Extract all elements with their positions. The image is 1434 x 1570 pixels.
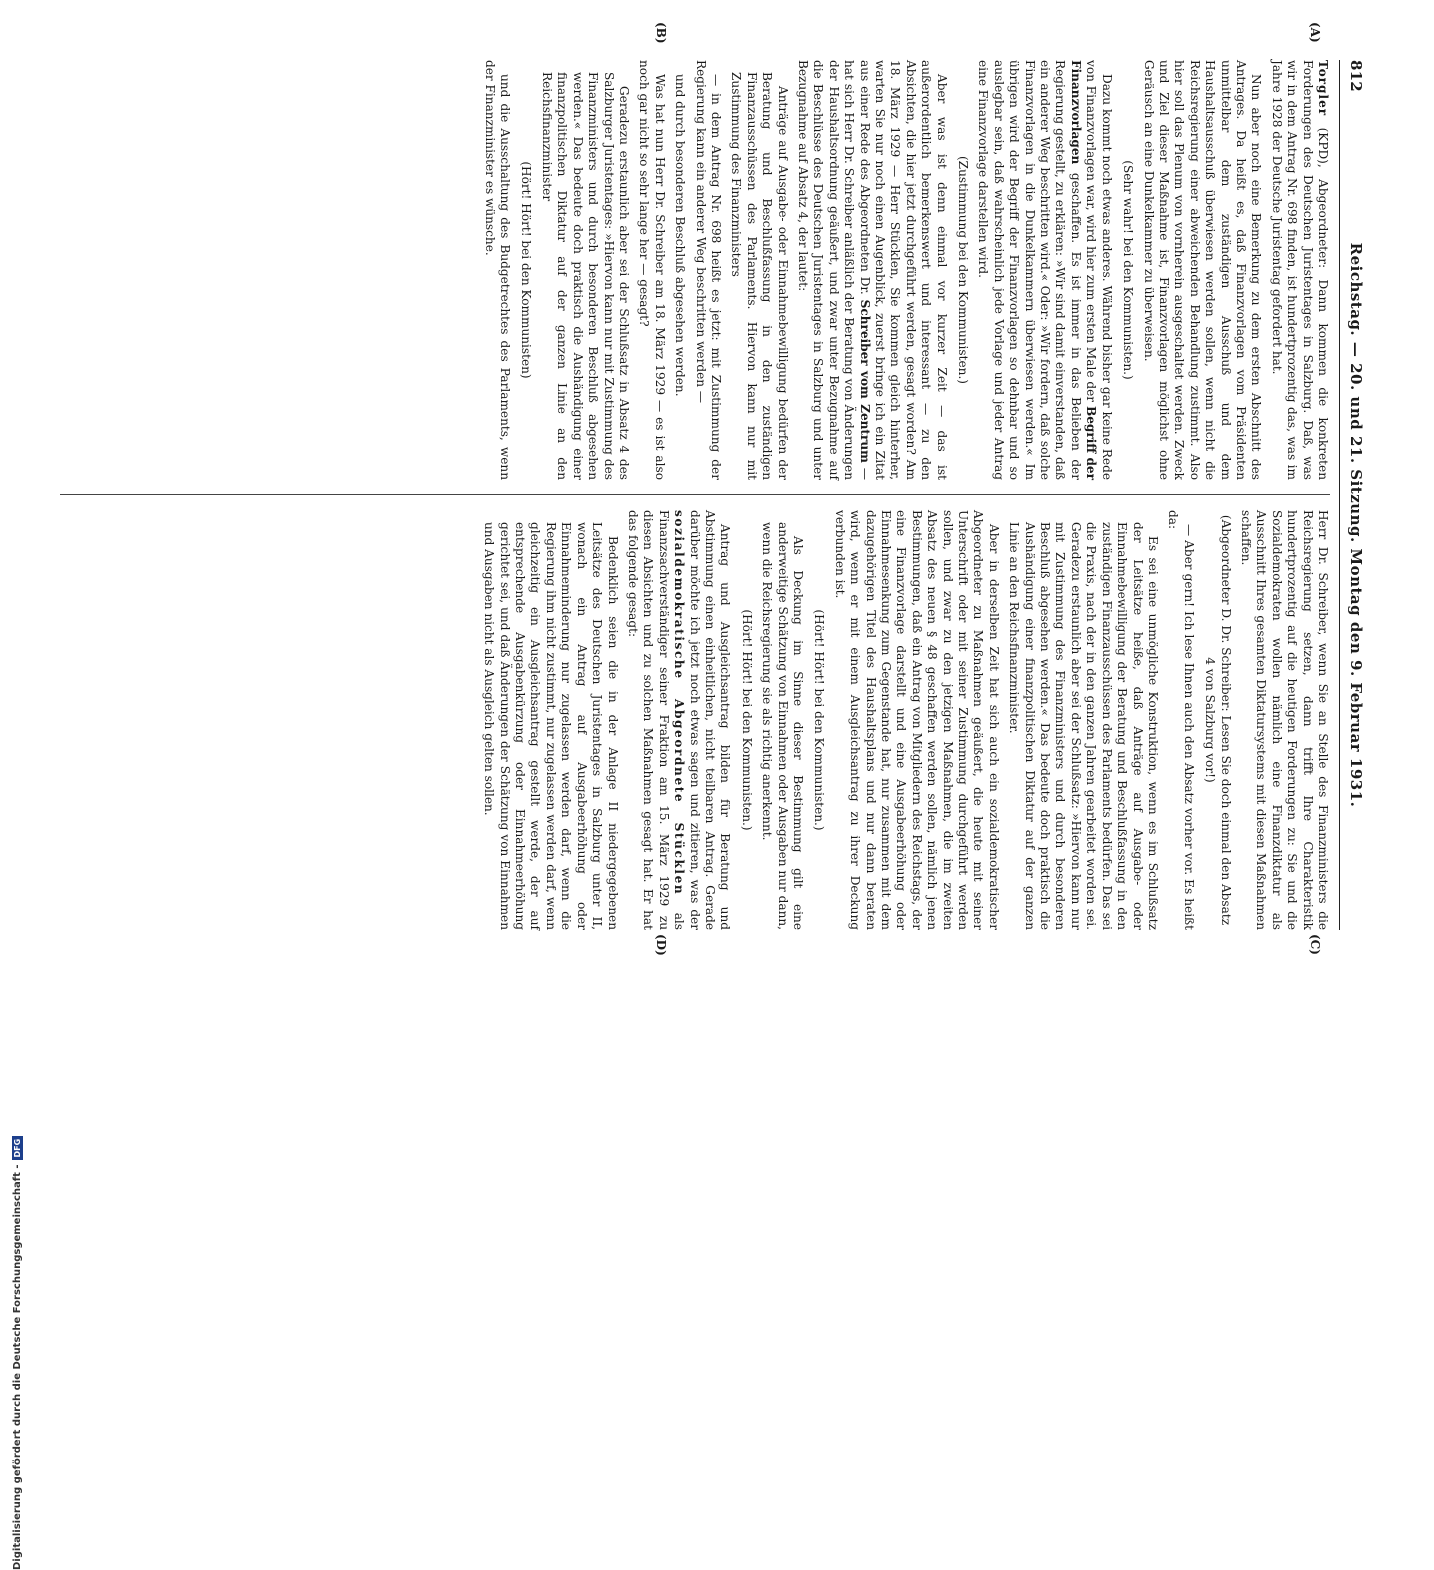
- running-title: Reichstag. — 20. und 21. Sitzung. Montag den 9. Februar 1931.: [1347, 242, 1365, 808]
- paragraph-text: als Finanzsachverständiger seiner Fraktion am 15. März 1929 zu diesen Absichten und zu solchen Maßnahmen gesagt hat. Er hat das folgende gesagt:: [625, 510, 687, 930]
- interjection: (Hört! Hört! bei den Kommunisten): [519, 161, 534, 379]
- paragraph-text: — hat sich Herr Dr. Schreiber anläßlich der Beratung von Änderungen der Haushaltsordnung geäußert, und zwar unter Bezugnahme auf die Beschlüsse des Deutschen Juristentages in Salzburg und unter Bezugnahme auf Absatz 4, der lautet:: [796, 60, 872, 480]
- margin-mark-a: (A): [1308, 22, 1322, 43]
- left-column: [476, 60, 1330, 480]
- paragraph-text: (KPD), Abgeordneter: Dann kommen die konkreten Forderungen des Deutschen Juristentages in Salzburg. Daß, was wir in dem Antrag Nr. 698 finden, ist hundertprozentig das, was im Jahre 1928 der Deutsche Juristentag gefordert hat.: [1269, 60, 1330, 480]
- paragraph-text: geschaffen. Es ist immer in das Belieben der Regierung gestellt, zu erklären: »Wir sind damit einverstanden, daß ein anderer Weg beschritten wird.« Oder: »Wir fordern, daß solche Finanzvorlagen in die Dunkelkammern überwiesen werden.« Im übrigen wird der Begriff der Finanzvorlagen so dehnbar und so auslegbar sein, daß wahrscheinlich jede Vorlage und jeder Antrag eine Finanzvorlage darstellen wird.: [976, 60, 1083, 480]
- emphasis: sozialdemokratische Abgeordnete Stücklen: [672, 510, 687, 896]
- quotation: Geradezu erstaunlich aber sei der Schlußsatz in Absatz 4 des Salzburger Juristentages: »Hiervon kann nur mit Zustimmung des Finanzministers und durch besonderen Beschluß abgesehen werden.« Das bedeute doch praktisch die Aushändigung einer finanzpolitischen Diktatur auf der ganzen Linie an den Reichsfinanzminister: [539, 72, 631, 480]
- speaker-name: Torgler: [1316, 60, 1330, 117]
- interjection: (Sehr wahr! bei den Kommunisten.): [1121, 160, 1136, 380]
- paragraph: [795, 60, 949, 480]
- paragraph: [975, 60, 1114, 480]
- paragraph: [1268, 60, 1330, 480]
- emphasis: Schreiber vom Zentrum: [857, 299, 872, 463]
- dfg-logo: DFG: [12, 1136, 23, 1161]
- right-column: [476, 510, 1330, 930]
- document-sheet: [34, 22, 1374, 956]
- paragraph: und die Ausschaltung des Budgetrechtes des Parlaments, wenn der Finanzminister es wünsche.: [482, 60, 513, 480]
- paragraph-text: Dazu kommt noch etwas anderes. Während bisher gar keine Rede von Finanzvorlagen war, wird hier zum ersten Male der: [1084, 60, 1114, 480]
- margin-mark-c: (C): [1308, 934, 1322, 955]
- paragraph: — Aber gern! Ich lese Ihnen auch den Absatz vorher vor. Es heißt da:: [1166, 510, 1196, 930]
- paragraph: Herr Dr. Schreiber, wenn Sie an Stelle des Finanzministers die Reichsregierung setzen, dann trifft Ihre Charakteristik hundertprozentig auf die heutigen Forderungen zu: Sie und die Sozialdemokraten wollen nämlich eine Finanzdiktatur als Ausschnitt Ihres gesamten Diktatursystems mit diesen Maßnahmen schaffen.: [1238, 510, 1330, 930]
- funding-text: Digitalisierung gefördert durch die Deutsche Forschungsgemeinschaft -: [12, 1164, 23, 1570]
- emphasis: Begriff der Finanzvorlagen: [1068, 60, 1099, 481]
- page-header: [1344, 60, 1368, 930]
- paragraph: [625, 510, 733, 930]
- paragraph: Nun aber noch eine Bemerkung zu dem ersten Abschnitt des Antrages. Da heißt es, daß Finanzvorlagen vom Präsidenten unmittelbar dem zuständigen Ausschuß und dem Haushaltsausschuß überwiesen werden sollen, wenn nicht die Reichsregierung einer abweichenden Behandlung zustimmt. Also hier soll das Plenum von vornherein ausgeschaltet werden. Zweck und Ziel dieser Maßnahme ist, Finanzvorlagen möglichst ohne Geräusch an eine Dunkelkammer zu überweisen.: [1141, 60, 1264, 480]
- quotation: Bedenklich seien die in der Anlage II niedergegebenen Leitsätze des Deutschen Juristentages in Salzburg unter II, wonach ein Antrag auf Ausgabeerhöhung oder Einnahmeminderung nur zugelassen werden darf, wenn die Regierung ihm nicht zustimmt, nur zugelassen werden darf, wenn gleichzeitig ein Ausgleichsantrag gestellt werde, der auf entsprechende Ausgabenkürzung oder Einnahmeerhöhung gerichtet sei, und daß Änderungen der Schätzung von Einnahmen und Ausgaben nicht als Ausgleich gelten sollen.: [482, 522, 620, 930]
- quotation: Anträge auf Ausgabe- oder Einnahmebewilligung bedürfen der Beratung und Beschlußfassung in den zuständigen Finanzausschüssen des Parlaments. Hiervon kann nur mit Zustimmung des Finanzministers: [729, 72, 790, 480]
- margin-mark-d: (D): [654, 934, 668, 956]
- paragraph-text: Aber was ist denn einmal vor kurzer Zeit — das ist außerordentlich bemerkenswert und interessant — zu den Absichten, die hier jetzt durchgeführt werden, gesagt worden? Am 18. März 1929 — Herr Stücklen, Sie kommen gleich hinterher, warten Sie nur noch einen Augenblick, zuerst bringe ich ein Zitat aus einer Rede des Abgeordneten Dr.: [857, 60, 949, 480]
- funding-notice: [12, 1136, 23, 1570]
- header-rule: [1339, 60, 1340, 930]
- interjection: (Hört! Hört! bei den Kommunisten.): [812, 609, 827, 831]
- margin-mark-b: (B): [654, 22, 668, 44]
- paragraph-text: Antrag und Ausgleichsantrag bilden für Beratung und Abstimmung einen einheitlichen, nicht teilbaren Antrag. Gerade darüber möchte ich jetzt noch etwas sagen und zitieren, was der: [687, 510, 733, 930]
- paragraph: und durch besonderen Beschluß abgesehen werden.: [673, 74, 688, 397]
- interjection: (Abgeordneter D. Dr. Schreiber: Lesen Sie doch einmal den Absatz 4 von Salzburg vor!): [1203, 514, 1233, 926]
- interjection: (Hört! Hört! bei den Kommunisten.): [739, 609, 754, 831]
- quotation: Es sei eine unmögliche Konstruktion, wenn es im Schlußsatz der Leitsätze heiße, daß Anträge auf Ausgabe- oder Einnahmebewilligung der Beratung und Beschlußfassung in den zuständigen Finanzausschüssen des Parlaments bedürfen. Das sei die Praxis, nach der in den ganzen Jahren gearbeitet worden sei. Geradezu erstaunlich aber sei der Schlußsatz: »Hiervon kann nur mit Zustimmung des Finanzministers und durch besonderen Beschluß abgesehen werden.« Das bedeute doch praktisch die Aushändigung einer finanzpolitischen Diktatur auf der ganzen Linie an den Reichsfinanzminister.: [1007, 522, 1160, 930]
- quotation: Als Deckung im Sinne dieser Bestimmung gilt eine anderweitige Schätzung von Einnahmen oder Ausgaben nur dann, wenn die Reichsregierung sie als richtig anerkennt.: [760, 522, 805, 930]
- page-number: 812: [1347, 60, 1365, 92]
- paragraph: Was hat nun Herr Dr. Schreiber am 18. März 1929 — es ist also noch gar nicht so sehr lange her — gesagt?: [637, 60, 667, 480]
- paragraph: Aber in derselben Zeit hat sich auch ein sozialdemokratischer Abgeordneter zu Maßnahmen geäußert, die heute mit seiner Unterschrift oder mit seiner Zustimmung durchgeführt werden sollen, und zwar zu den jetzigen Maßnahmen, die im zweiten Absatz des neuen § 48 geschaffen werden sollen, nämlich jenen Bestimmungen, daß ein Antrag von Mitgliedern des Reichstags, der eine Finanzvorlage darstellt und eine Ausgabeerhöhung oder Einnahmesenkung zum Gegenstande hat, nur zusammen mit dem dazugehörigen Titel des Haushaltsplans und nur dann beraten wird, wenn er mit einem Ausgleichsantrag zu ihrer Deckung verbunden ist.: [832, 510, 1001, 930]
- interjection: (Zustimmung bei den Kommunisten.): [956, 155, 971, 385]
- funding-footer: [0, 570, 24, 1570]
- paragraph: — in dem Antrag Nr. 698 heißt es jetzt: mit Zustimmung der Regierung kann ein anderer Weg beschritten werden —: [693, 60, 723, 480]
- column-divider: [60, 494, 1330, 495]
